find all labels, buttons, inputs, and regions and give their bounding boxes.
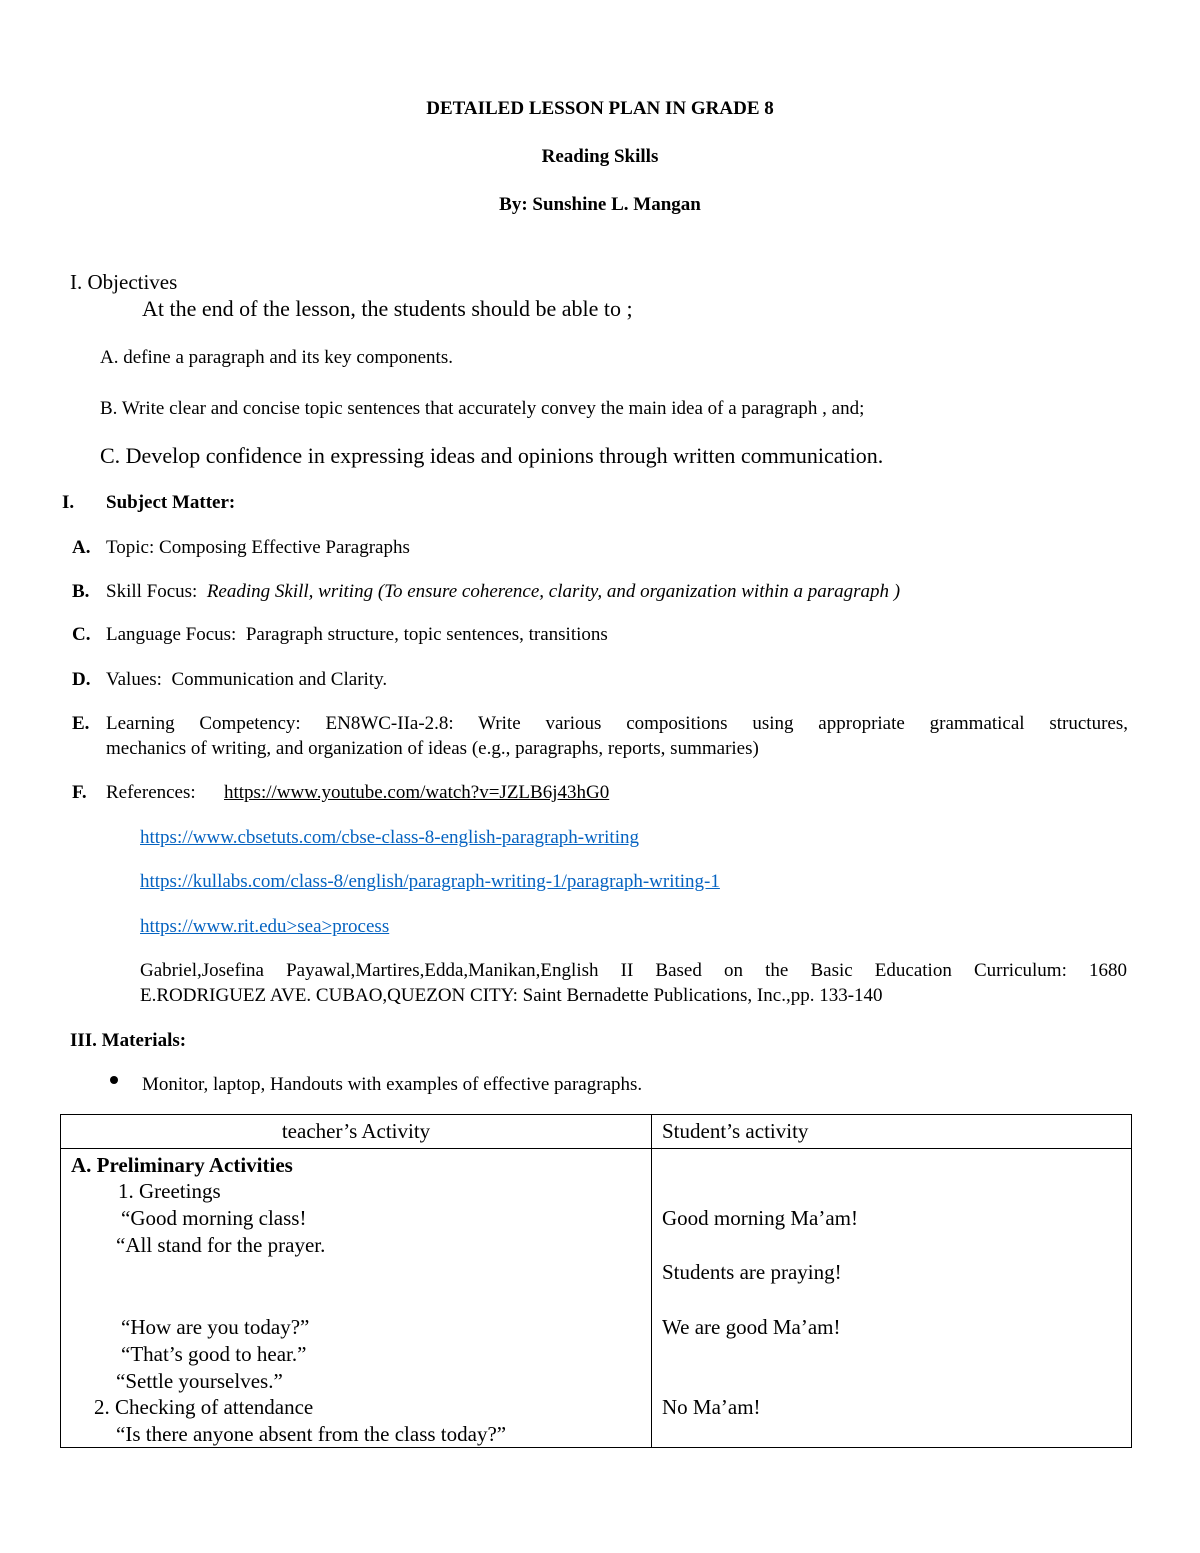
teacher-activity-cell (61, 1149, 652, 1448)
student-activity-header (652, 1115, 1132, 1149)
topic-letter: A. (72, 537, 91, 558)
references-letter: F. (72, 782, 87, 803)
topic-line (106, 537, 410, 559)
competency-letter: E. (72, 713, 90, 734)
language-text: Paragraph structure, topic sentences, transitions (245, 624, 608, 645)
teacher-activity-header-text: teacher’s Activity (281, 1119, 431, 1143)
subject-matter-heading: Subject Matter: (106, 492, 236, 513)
references-label: References: (106, 782, 196, 803)
materials-heading: III. Materials: (70, 1030, 187, 1051)
objectives-heading: I. Objectives (70, 270, 178, 294)
student-line: No Ma’am! (662, 1395, 761, 1419)
teacher-activity-header (61, 1115, 652, 1149)
subject-matter-numeral: I. (62, 492, 75, 513)
document-subtitle: Reading Skills (541, 146, 659, 167)
table-header-row (61, 1115, 1132, 1149)
values-line (106, 669, 387, 691)
student-activity-header-text: Student’s activity (662, 1119, 809, 1143)
language-line (106, 624, 608, 646)
teacher-line: 1. Greetings (118, 1179, 221, 1203)
document-author: By: Sunshine L. Mangan (499, 194, 701, 215)
reference-link-cbsetuts[interactable]: https://www.cbsetuts.com/cbse-class-8-english-paragraph-writing (140, 827, 639, 848)
skill-text: Reading Skill, writing (To ensure coherence, clarity, and organization within a paragraph ) (206, 581, 901, 602)
preliminary-activities-heading: A. Preliminary Activities (71, 1153, 293, 1177)
reference-link-kullabs[interactable]: https://kullabs.com/class-8/english/paragraph-writing-1/paragraph-writing-1 (140, 871, 720, 892)
competency-line-1: Learning Competency: EN8WC-IIa-2.8: Write various compositions using appropriate grammatical structures, (106, 713, 1128, 734)
materials-item: Monitor, laptop, Handouts with examples of effective paragraphs. (142, 1074, 643, 1095)
skill-line (106, 581, 900, 603)
teacher-line: “Good morning class! (121, 1206, 307, 1230)
objective-item-a: A. define a paragraph and its key components. (100, 347, 453, 368)
teacher-line: “Is there anyone absent from the class today?” (116, 1422, 507, 1446)
student-line: We are good Ma’am! (662, 1315, 841, 1339)
skill-label: Skill Focus: (106, 581, 198, 602)
student-line: Students are praying! (662, 1260, 842, 1284)
reference-book-line-2: E.RODRIGUEZ AVE. CUBAO,QUEZON CITY: Saint Bernadette Publications, Inc.,pp. 133-140 (140, 985, 883, 1006)
topic-text: Composing Effective Paragraphs (159, 537, 410, 558)
topic-label: Topic: (106, 537, 155, 558)
teacher-line: 2. Checking of attendance (94, 1395, 314, 1419)
values-letter: D. (72, 669, 91, 690)
language-letter: C. (72, 624, 91, 645)
student-line: Good morning Ma’am! (662, 1206, 858, 1230)
objective-item-c: C. Develop confidence in expressing ideas and opinions through written communication. (100, 443, 884, 468)
bullet-icon (110, 1076, 118, 1084)
reference-link-rit[interactable]: https://www.rit.edu>sea>process (140, 916, 390, 937)
teacher-line: “That’s good to hear.” (121, 1342, 307, 1366)
activity-table (60, 1114, 1132, 1448)
objectives-intro: At the end of the lesson, the students should be able to ; (142, 296, 633, 321)
teacher-line: “Settle yourselves.” (116, 1369, 283, 1393)
teacher-line: “How are you today?” (121, 1315, 310, 1339)
table-row (61, 1149, 1132, 1448)
values-text: Communication and Clarity. (171, 669, 388, 690)
student-activity-cell (652, 1149, 1132, 1448)
skill-letter: B. (72, 581, 90, 602)
reference-book-line-1: Gabriel,Josefina Payawal,Martires,Edda,Manikan,English II Based on the Basic Education Curriculum: 1680 (140, 960, 1127, 981)
values-label: Values: (106, 669, 162, 690)
language-label: Language Focus: (106, 624, 237, 645)
document-title: DETAILED LESSON PLAN IN GRADE 8 (426, 98, 774, 119)
competency-line-2: mechanics of writing, and organization of ideas (e.g., paragraphs, reports, summaries) (106, 738, 759, 759)
teacher-line: “All stand for the prayer. (116, 1233, 326, 1257)
reference-link-youtube[interactable]: https://www.youtube.com/watch?v=JZLB6j43hG0 (224, 782, 610, 803)
objective-item-b: B. Write clear and concise topic sentences that accurately convey the main idea of a paragraph , and; (100, 398, 865, 419)
